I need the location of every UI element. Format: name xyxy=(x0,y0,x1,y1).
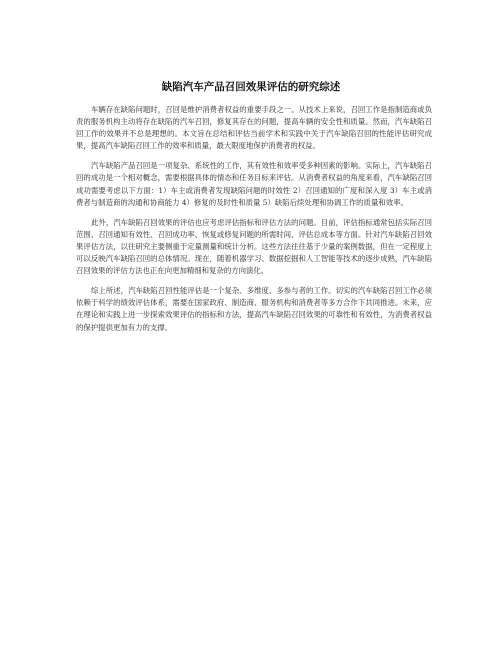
paragraph-3: 此外，汽车缺陷召回效果的评估也应考虑评估指标和评估方法的问题。目前，评估指标通常包括实际召回范围、召回通知有效性、召回成功率、恢复或修复问题的所需时间、评估总成本等方面。针对汽车缺陷召回效果评估方法，以往研究主要侧重于定量测量和统计分析。这些方法往往基于少量的案例数据，但在一定程度上可以反映汽车缺陷召回的总体情况。现在，随着机器学习、数据挖掘和人工智能等技术的逐步成熟，汽车缺陷召回效果的评估方法也正在向更加精细和复杂的方向演化。 xyxy=(76,217,432,276)
paragraph-4: 综上所述，汽车缺陷召回性能评估是一个复杂、多维度、多参与者的工作。切实的汽车缺陷召回工作必须依赖于科学的绩效评估体系，需要在国家政府、制造商、服务机构和消费者等多方合作下共同推进。未来，应在理论和实践上进一步探索效果评估的指标和方法，提高汽车缺陷召回效果的可靠性和有效性，为消费者权益的保护提供更加有力的支撑。 xyxy=(76,286,432,332)
paragraph-2: 汽车缺陷产品召回是一项复杂、系统性的工作，其有效性和效率受多种因素的影响。实际上，汽车缺陷召回的成功是一个相对概念，需要根据具体的情态和任务目标来评估。从消费者权益的角度来看，汽车缺陷召回成功需要考虑以下方面：1）车主或消费者发现缺陷问题的时效性 2）召回通知的广度和深入度 3）车主或消费者与制造商的沟通和协商能力 4）修复的及时性和质量 5）缺陷后续处理和协调工作的质量和效率。 xyxy=(76,161,432,207)
paragraph-1: 车辆存在缺陷问题时，召回是维护消费者权益的重要手段之一。从技术上来说，召回工作是指制造商或负责的服务机构主动将存在缺陷的汽车召回，修复其存在的问题，提高车辆的安全性和质量。然而，汽车缺陷召回工作的效果并不总是理想的。本文旨在总结和评估当前学术和实践中关于汽车缺陷召回的性能评估研究成果，提高汽车缺陷召回工作的效率和质量，最大限度地保护消费者的权益。 xyxy=(76,105,432,151)
document-body xyxy=(76,104,432,342)
document-title: 缺陷汽车产品召回效果评估的研究综述 xyxy=(161,81,341,93)
